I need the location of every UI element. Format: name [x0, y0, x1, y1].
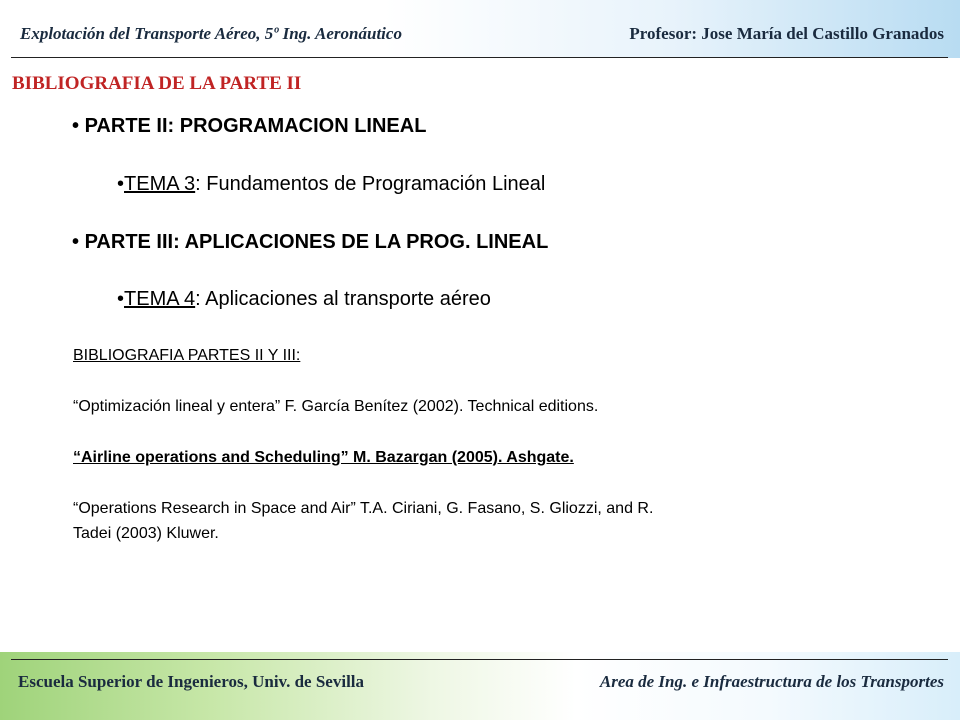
header-professor: Profesor: Jose María del Castillo Granados — [629, 24, 944, 43]
tema-4-link[interactable]: TEMA 4 — [124, 288, 196, 310]
bullet: • — [72, 115, 80, 137]
outline-tema-4 — [117, 288, 491, 311]
footer-divider — [11, 659, 948, 660]
bullet: • — [117, 173, 125, 195]
outline-tema-3 — [117, 173, 545, 196]
part-3-label: PARTE III: APLICACIONES DE LA PROG. LINEAL — [84, 231, 549, 253]
tema-3-link[interactable]: TEMA 3 — [124, 173, 196, 195]
part-2-label: PARTE II: PROGRAMACION LINEAL — [84, 115, 427, 137]
bullet: • — [117, 288, 125, 310]
footer-school: Escuela Superior de Ingenieros, Univ. de Sevilla — [18, 672, 365, 691]
tema-3-title: : Fundamentos de Programación Lineal — [195, 173, 546, 195]
reference-item: “Operations Research in Space and Air” T.A. Ciriani, G. Fasano, S. Gliozzi, and R. — [73, 500, 654, 517]
header-course-title: Explotación del Transporte Aéreo, 5º Ing. Aeronáutico — [20, 24, 402, 43]
header-divider — [11, 57, 948, 58]
bibliography-heading: BIBLIOGRAFIA PARTES II Y III: — [73, 347, 301, 364]
reference-item: “Optimización lineal y entera” F. García Benítez (2002). Technical editions. — [73, 398, 599, 415]
footer-department: Area de Ing. e Infraestructura de los Transportes — [599, 672, 944, 691]
reference-item-highlighted[interactable]: “Airline operations and Scheduling” M. Bazargan (2005). Ashgate. — [73, 449, 574, 466]
reference-item-continuation: Tadei (2003) Kluwer. — [73, 525, 219, 542]
outline-part-2 — [72, 115, 426, 138]
page-title: BIBLIOGRAFIA DE LA PARTE II — [12, 73, 302, 94]
tema-4-title: : Aplicaciones al transporte aéreo — [195, 288, 491, 310]
outline-part-3 — [72, 231, 548, 254]
bullet: • — [72, 231, 80, 253]
